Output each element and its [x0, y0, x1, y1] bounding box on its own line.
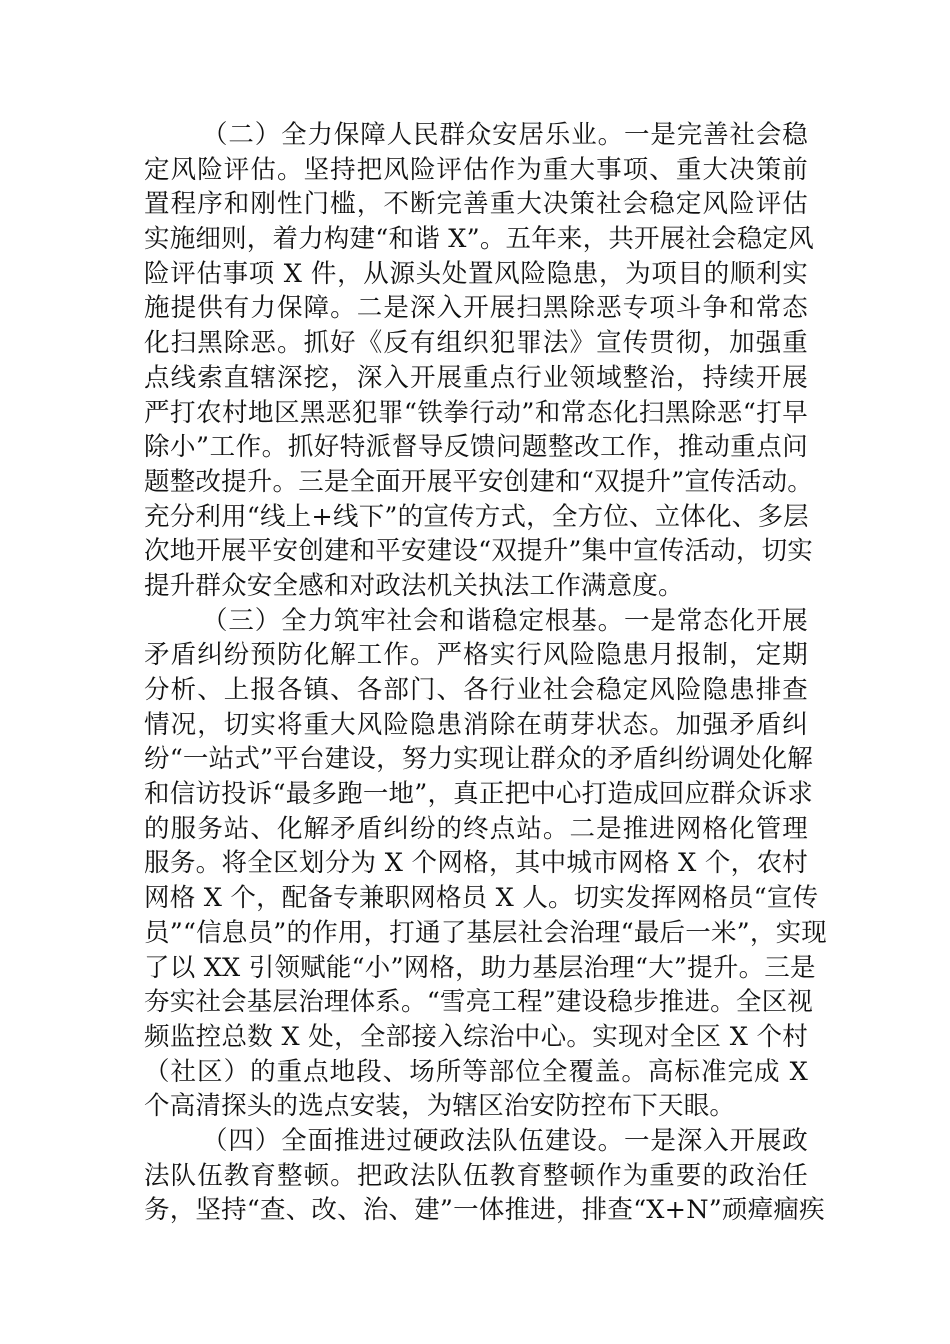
text-line: 服务。将全区划分为 X 个网格，其中城市网格 X 个，农村: [144, 848, 808, 879]
text-line: 夯实社会基层治理体系。“雪亮工程”建设稳步推进。全区视: [144, 987, 813, 1018]
text-line: 个高清探头的选点安装，为辖区治安防控布下天眼。: [144, 1091, 736, 1122]
text-line: 情况，切实将重大风险隐患消除在萌芽状态。加强矛盾纠: [144, 709, 808, 740]
body-text: [144, 118, 827, 1228]
text-line: 置程序和刚性门槛，不断完善重大决策社会稳定风险评估: [144, 189, 808, 220]
text-line: 纷“一站式”平台建设，努力实现让群众的矛盾纠纷调处化解: [144, 744, 813, 775]
text-line: 提升群众安全感和对政法机关执法工作满意度。: [144, 570, 684, 601]
text-line: 矛盾纠纷预防化解工作。严格实行风险隐患月报制，定期: [144, 640, 808, 671]
text-line: 法队伍教育整顿。把政法队伍教育整顿作为重要的政治任: [144, 1160, 808, 1191]
text-line: （三）全力筑牢社会和谐稳定根基。一是常态化开展: [202, 605, 808, 636]
text-line: 次地开展平安创建和平安建设“双提升”集中宣传活动，切实: [144, 536, 813, 567]
text-line: 充分利用“线上+线下”的宣传方式，全方位、立体化、多层: [144, 501, 809, 532]
text-line: （二）全力保障人民群众安居乐业。一是完善社会稳: [202, 120, 808, 150]
text-line: 员”“信息员”的作用，打通了基层社会治理“最后一米”，实现: [144, 917, 827, 948]
text-line: 频监控总数 X 处，全部接入综治中心。实现对全区 X 个村: [144, 1021, 808, 1052]
text-line: 题整改提升。三是全面开展平安创建和“双提升”宣传活动。: [144, 466, 813, 497]
text-line: 除小”工作。抓好特派督导反馈问题整改工作，推动重点问: [144, 432, 808, 463]
text-line: 险评估事项 X 件，从源头处置风险隐患，为项目的顺利实: [144, 258, 808, 289]
text-line: 网格 X 个，配备专兼职网格员 X 人。切实发挥网格员“宣传: [144, 883, 819, 914]
text-line: 分析、上报各镇、各部门、各行业社会稳定风险隐患排查: [144, 675, 808, 705]
text-line: 化扫黑除恶。抓好《反有组织犯罪法》宣传贯彻，加强重: [144, 328, 808, 359]
text-line: 和信访投诉“最多跑一地”，真正把中心打造成回应群众诉求: [144, 779, 813, 810]
text-line: （四）全面推进过硬政法队伍建设。一是深入开展政: [202, 1125, 808, 1156]
text-line: 实施细则，着力构建“和谐 X”。五年来，共开展社会稳定风: [144, 224, 814, 255]
text-line: 施提供有力保障。二是深入开展扫黑除恶专项斗争和常态: [144, 293, 808, 324]
text-line: 了以 XX 引领赋能“小”网格，助力基层治理“大”提升。三是: [144, 952, 816, 983]
text-line: 务，坚持“查、改、治、建”一体推进，排查“X+N”顽瘴痼疾: [144, 1195, 825, 1226]
text-line: （社区）的重点地段、场所等部位全覆盖。高标准完成 X: [144, 1056, 808, 1087]
text-line: 点线索直辖深挖，深入开展重点行业领域整治，持续开展: [144, 362, 808, 393]
text-line: 严打农村地区黑恶犯罪“铁拳行动”和常态化扫黑除恶“打早: [144, 397, 808, 428]
text-line: 定风险评估。坚持把风险评估作为重大事项、重大决策前: [144, 154, 808, 185]
text-line: 的服务站、化解矛盾纠纷的终点站。二是推进网格化管理: [144, 813, 808, 844]
